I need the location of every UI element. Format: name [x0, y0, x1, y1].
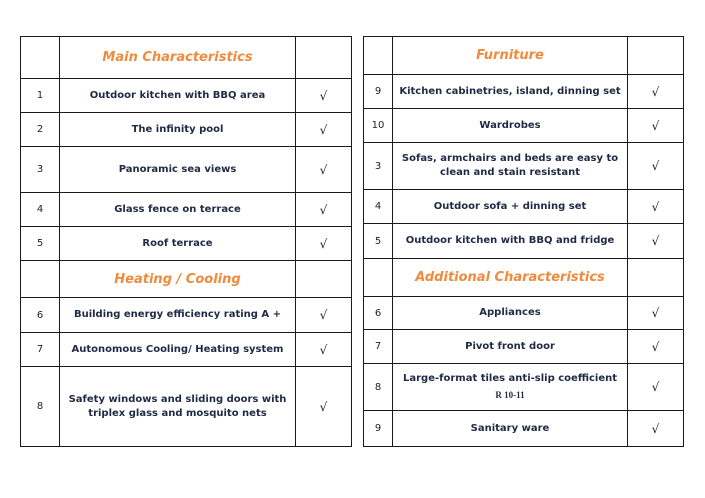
features-table-left — [20, 36, 352, 447]
row-description: Outdoor kitchen with BBQ area — [60, 79, 296, 113]
row-description: Safety windows and sliding doors with triplex glass and mosquito nets — [60, 367, 296, 447]
section-title-furniture: Furniture — [393, 37, 628, 75]
row-number: 8 — [21, 367, 60, 447]
row-description: Glass fence on terrace — [60, 193, 296, 227]
row-number: 5 — [21, 227, 60, 261]
table-row — [364, 330, 684, 364]
row-description: Kitchen cabinetries, island, dinning set — [393, 75, 628, 109]
row-number: 5 — [364, 224, 393, 259]
header-empty-cell — [21, 261, 60, 298]
checkmark-icon: √ — [296, 193, 352, 227]
row-description: Panoramic sea views — [60, 147, 296, 193]
header-empty-cell — [21, 37, 60, 79]
row-description: Sofas, armchairs and beds are easy to clean and stain resistant — [393, 143, 628, 190]
header-empty-cell — [364, 37, 393, 75]
row-number: 4 — [21, 193, 60, 227]
checkmark-icon: √ — [628, 143, 684, 190]
checkmark-icon: √ — [296, 367, 352, 447]
table-row — [21, 79, 352, 113]
checkmark-icon: √ — [628, 109, 684, 143]
table-row — [21, 298, 352, 333]
checkmark-icon: √ — [628, 364, 684, 411]
table-row — [21, 367, 352, 447]
row-number: 10 — [364, 109, 393, 143]
section-title-additional-characteristics: Additional Characteristics — [393, 259, 628, 297]
row-description-subtext: R 10-11 — [495, 390, 525, 400]
checkmark-icon: √ — [628, 297, 684, 330]
row-number: 8 — [364, 364, 393, 411]
checkmark-icon: √ — [628, 224, 684, 259]
features-table-right — [363, 36, 684, 447]
table-row — [21, 193, 352, 227]
row-number: 6 — [21, 298, 60, 333]
table-row — [21, 113, 352, 147]
row-description: Sanitary ware — [393, 411, 628, 447]
row-number: 2 — [21, 113, 60, 147]
checkmark-icon: √ — [628, 330, 684, 364]
checkmark-icon: √ — [628, 411, 684, 447]
row-number: 1 — [21, 79, 60, 113]
header-empty-cell — [296, 261, 352, 298]
section-header-row — [364, 259, 684, 297]
header-empty-cell — [296, 37, 352, 79]
table-row — [364, 224, 684, 259]
row-description: Building energy efficiency rating A + — [60, 298, 296, 333]
header-empty-cell — [628, 37, 684, 75]
table-row — [21, 227, 352, 261]
row-number: 3 — [21, 147, 60, 193]
table-row — [364, 143, 684, 190]
table-row — [364, 75, 684, 109]
checkmark-icon: √ — [296, 79, 352, 113]
row-description: Outdoor sofa + dinning set — [393, 190, 628, 224]
row-description: Pivot front door — [393, 330, 628, 364]
row-number: 3 — [364, 143, 393, 190]
row-number: 4 — [364, 190, 393, 224]
row-number: 9 — [364, 75, 393, 109]
row-number: 6 — [364, 297, 393, 330]
header-empty-cell — [628, 259, 684, 297]
table-row — [364, 411, 684, 447]
row-number: 9 — [364, 411, 393, 447]
header-empty-cell — [364, 259, 393, 297]
checkmark-icon: √ — [628, 75, 684, 109]
table-row — [21, 147, 352, 193]
row-description: Roof terrace — [60, 227, 296, 261]
section-title-main-characteristics: Main Characteristics — [60, 37, 296, 79]
table-row — [21, 333, 352, 367]
row-description — [393, 364, 628, 411]
row-description: The infinity pool — [60, 113, 296, 147]
row-number: 7 — [21, 333, 60, 367]
row-number: 7 — [364, 330, 393, 364]
row-description: Outdoor kitchen with BBQ and fridge — [393, 224, 628, 259]
table-row — [364, 364, 684, 411]
checkmark-icon: √ — [296, 147, 352, 193]
section-header-row — [364, 37, 684, 75]
section-header-row — [21, 261, 352, 298]
table-row — [364, 109, 684, 143]
row-description: Appliances — [393, 297, 628, 330]
checkmark-icon: √ — [296, 227, 352, 261]
checkmark-icon: √ — [296, 113, 352, 147]
table-row — [364, 190, 684, 224]
checkmark-icon: √ — [628, 190, 684, 224]
section-header-row — [21, 37, 352, 79]
row-description-main: Large-format tiles anti-slip coefficient — [402, 373, 618, 384]
checkmark-icon: √ — [296, 298, 352, 333]
checkmark-icon: √ — [296, 333, 352, 367]
table-row — [364, 297, 684, 330]
section-title-heating-cooling: Heating / Cooling — [60, 261, 296, 298]
row-description: Wardrobes — [393, 109, 628, 143]
row-description: Autonomous Cooling/ Heating system — [60, 333, 296, 367]
